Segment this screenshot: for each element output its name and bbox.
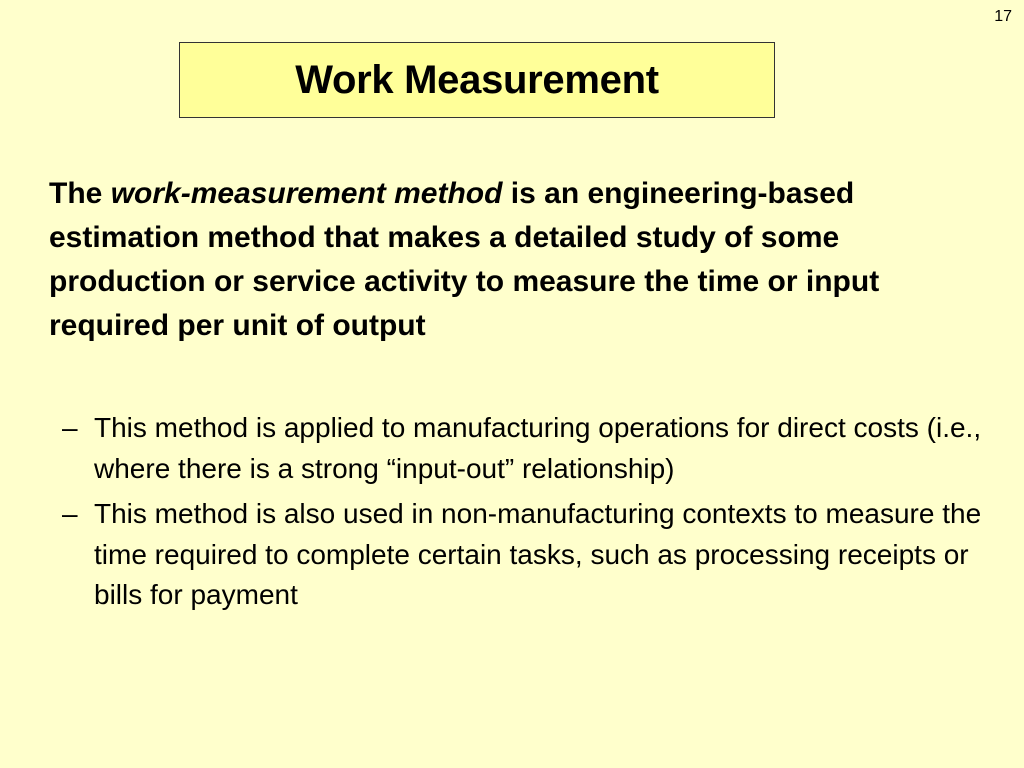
slide-title: Work Measurement	[295, 57, 659, 102]
definition-rest: is an engineering-based estimation method that makes a detailed study of some production or service activity to measure the time or input required per unit of output	[49, 177, 880, 342]
bullet-item	[56, 408, 986, 489]
page-number: 17	[994, 8, 1012, 25]
definition-paragraph	[49, 172, 984, 348]
definition-lead: The	[49, 177, 103, 210]
bullet-item	[56, 494, 986, 616]
bullet-dash: –	[62, 498, 78, 529]
bullet-dash: –	[62, 412, 78, 443]
definition-term: work-measurement method	[110, 177, 503, 210]
bullet-list	[56, 408, 986, 621]
bullet-text: This method is applied to manufacturing operations for direct costs (i.e., where there is a strong “input-out” relationship)	[94, 412, 982, 484]
bullet-text: This method is also used in non-manufacturing contexts to measure the time required to complete certain tasks, such as processing receipts or bills for payment	[94, 498, 982, 610]
title-box	[179, 42, 775, 118]
